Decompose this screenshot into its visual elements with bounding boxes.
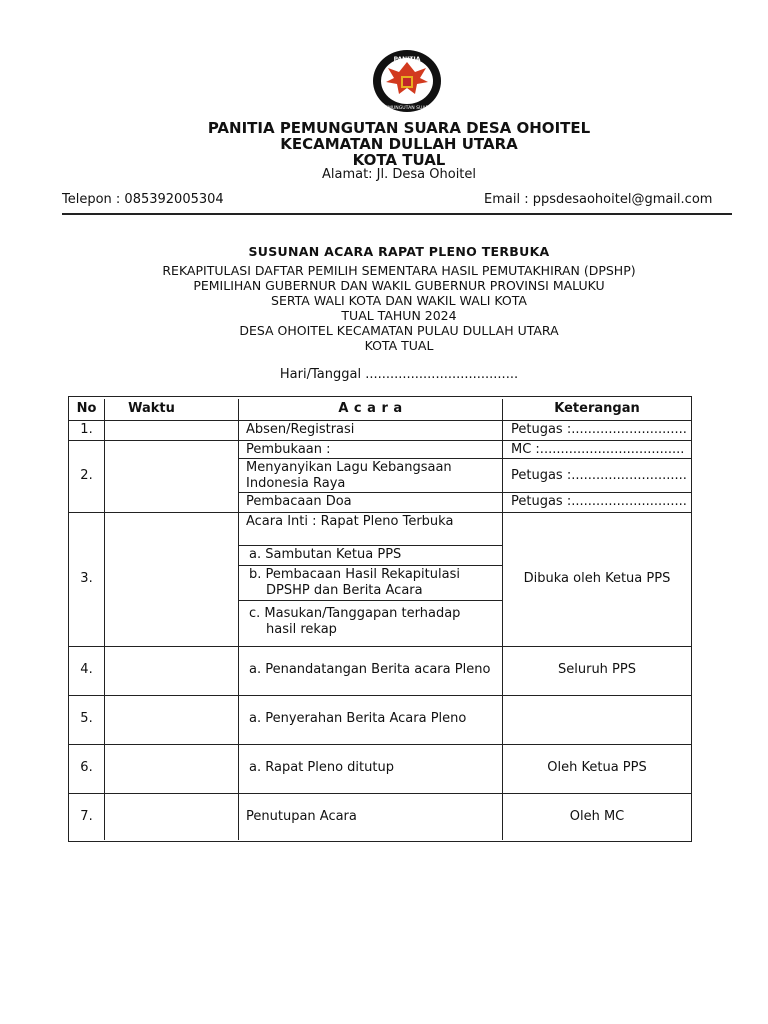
- org-name: PANITIA PEMUNGUTAN SUARA DESA OHOITEL: [207, 119, 591, 137]
- header-divider: [62, 213, 732, 215]
- org-phone: Telepon : 085392005304: [62, 192, 224, 207]
- subtitle-line: TUAL TAHUN 2024: [341, 308, 457, 323]
- acara-text: b. Pembacaan Hasil Rekapitulasi: [249, 567, 460, 582]
- acara-text: Acara Inti : Rapat Pleno Terbuka: [246, 514, 454, 529]
- row-number: 2.: [80, 468, 93, 483]
- header-keterangan: Keterangan: [554, 401, 640, 416]
- acara-text: a. Penyerahan Berita Acara Pleno: [249, 711, 467, 726]
- agenda-table: [68, 396, 692, 842]
- subtitle-line: KOTA TUAL: [364, 338, 434, 353]
- keterangan-text: Oleh MC: [569, 809, 625, 824]
- subrow-divider: [238, 545, 502, 546]
- acara-text: Pembacaan Doa: [246, 494, 352, 509]
- header-no: No: [76, 401, 97, 416]
- org-email: Email : ppsdesaohoitel@gmail.com: [484, 192, 713, 207]
- acara-text: a. Rapat Pleno ditutup: [249, 760, 394, 775]
- acara-text: Menyanyikan Lagu Kebangsaan: [246, 460, 452, 475]
- acara-text: a. Penandatangan Berita acara Pleno: [249, 662, 491, 677]
- logo-bottom-text: PEMUNGUTAN SUARA: [382, 106, 432, 111]
- document-title: SUSUNAN ACARA RAPAT PLENO TERBUKA: [248, 244, 550, 259]
- subrow-divider: [238, 458, 691, 459]
- col-divider: [238, 399, 239, 840]
- subtitle-line: SERTA WALI KOTA DAN WAKIL WALI KOTA: [271, 293, 527, 308]
- subtitle-line: PEMILIHAN GUBERNUR DAN WAKIL GUBERNUR PROVINSI MALUKU: [193, 278, 605, 293]
- col-divider: [104, 399, 105, 840]
- row-number: 4.: [80, 662, 93, 677]
- acara-text: Pembukaan :: [246, 442, 331, 457]
- acara-text: Indonesia Raya: [246, 476, 346, 491]
- acara-text: DPSHP dan Berita Acara: [266, 583, 423, 598]
- acara-text: hasil rekap: [266, 622, 337, 637]
- kpu-logo: [370, 48, 444, 114]
- header-waktu: Waktu: [128, 401, 175, 416]
- org-address: Alamat: Jl. Desa Ohoitel: [321, 167, 477, 182]
- logo-top-text: PANITIA: [393, 56, 421, 63]
- row-number: 5.: [80, 711, 93, 726]
- row-divider: [69, 646, 691, 647]
- subrow-divider: [238, 565, 502, 566]
- acara-text: Absen/Registrasi: [246, 422, 355, 437]
- keterangan-text: MC :...................................: [511, 442, 685, 457]
- row-divider: [69, 695, 691, 696]
- keterangan-text: Petugas :............................: [511, 468, 687, 483]
- row-divider: [69, 512, 691, 513]
- keterangan-text: Seluruh PPS: [558, 662, 636, 677]
- acara-text: c. Masukan/Tanggapan terhadap: [249, 606, 461, 621]
- row-divider: [69, 744, 691, 745]
- subrow-divider: [238, 600, 502, 601]
- subtitle-line: DESA OHOITEL KECAMATAN PULAU DULLAH UTARA: [239, 323, 559, 338]
- row-number: 7.: [80, 809, 93, 824]
- org-kecamatan: KECAMATAN DULLAH UTARA: [280, 135, 518, 153]
- acara-text: Penutupan Acara: [246, 809, 357, 824]
- row-number: 1.: [80, 422, 93, 437]
- row-divider: [69, 420, 691, 421]
- subtitle-line: REKAPITULASI DAFTAR PEMILIH SEMENTARA HASIL PEMUTAKHIRAN (DPSHP): [162, 263, 636, 278]
- org-city: KOTA TUAL: [352, 151, 446, 169]
- acara-text: a. Sambutan Ketua PPS: [249, 547, 402, 562]
- row-number: 6.: [80, 760, 93, 775]
- keterangan-text: Petugas :............................: [511, 422, 687, 437]
- subrow-divider: [238, 492, 691, 493]
- row-divider: [69, 440, 691, 441]
- keterangan-text: Petugas :............................: [511, 494, 687, 509]
- row-divider: [69, 793, 691, 794]
- keterangan-text: Oleh Ketua PPS: [547, 760, 647, 775]
- keterangan-text: Dibuka oleh Ketua PPS: [523, 571, 671, 586]
- row-number: 3.: [80, 571, 93, 586]
- header-acara: A c a r a: [338, 401, 403, 416]
- date-field: Hari/Tanggal .....................................: [279, 367, 519, 382]
